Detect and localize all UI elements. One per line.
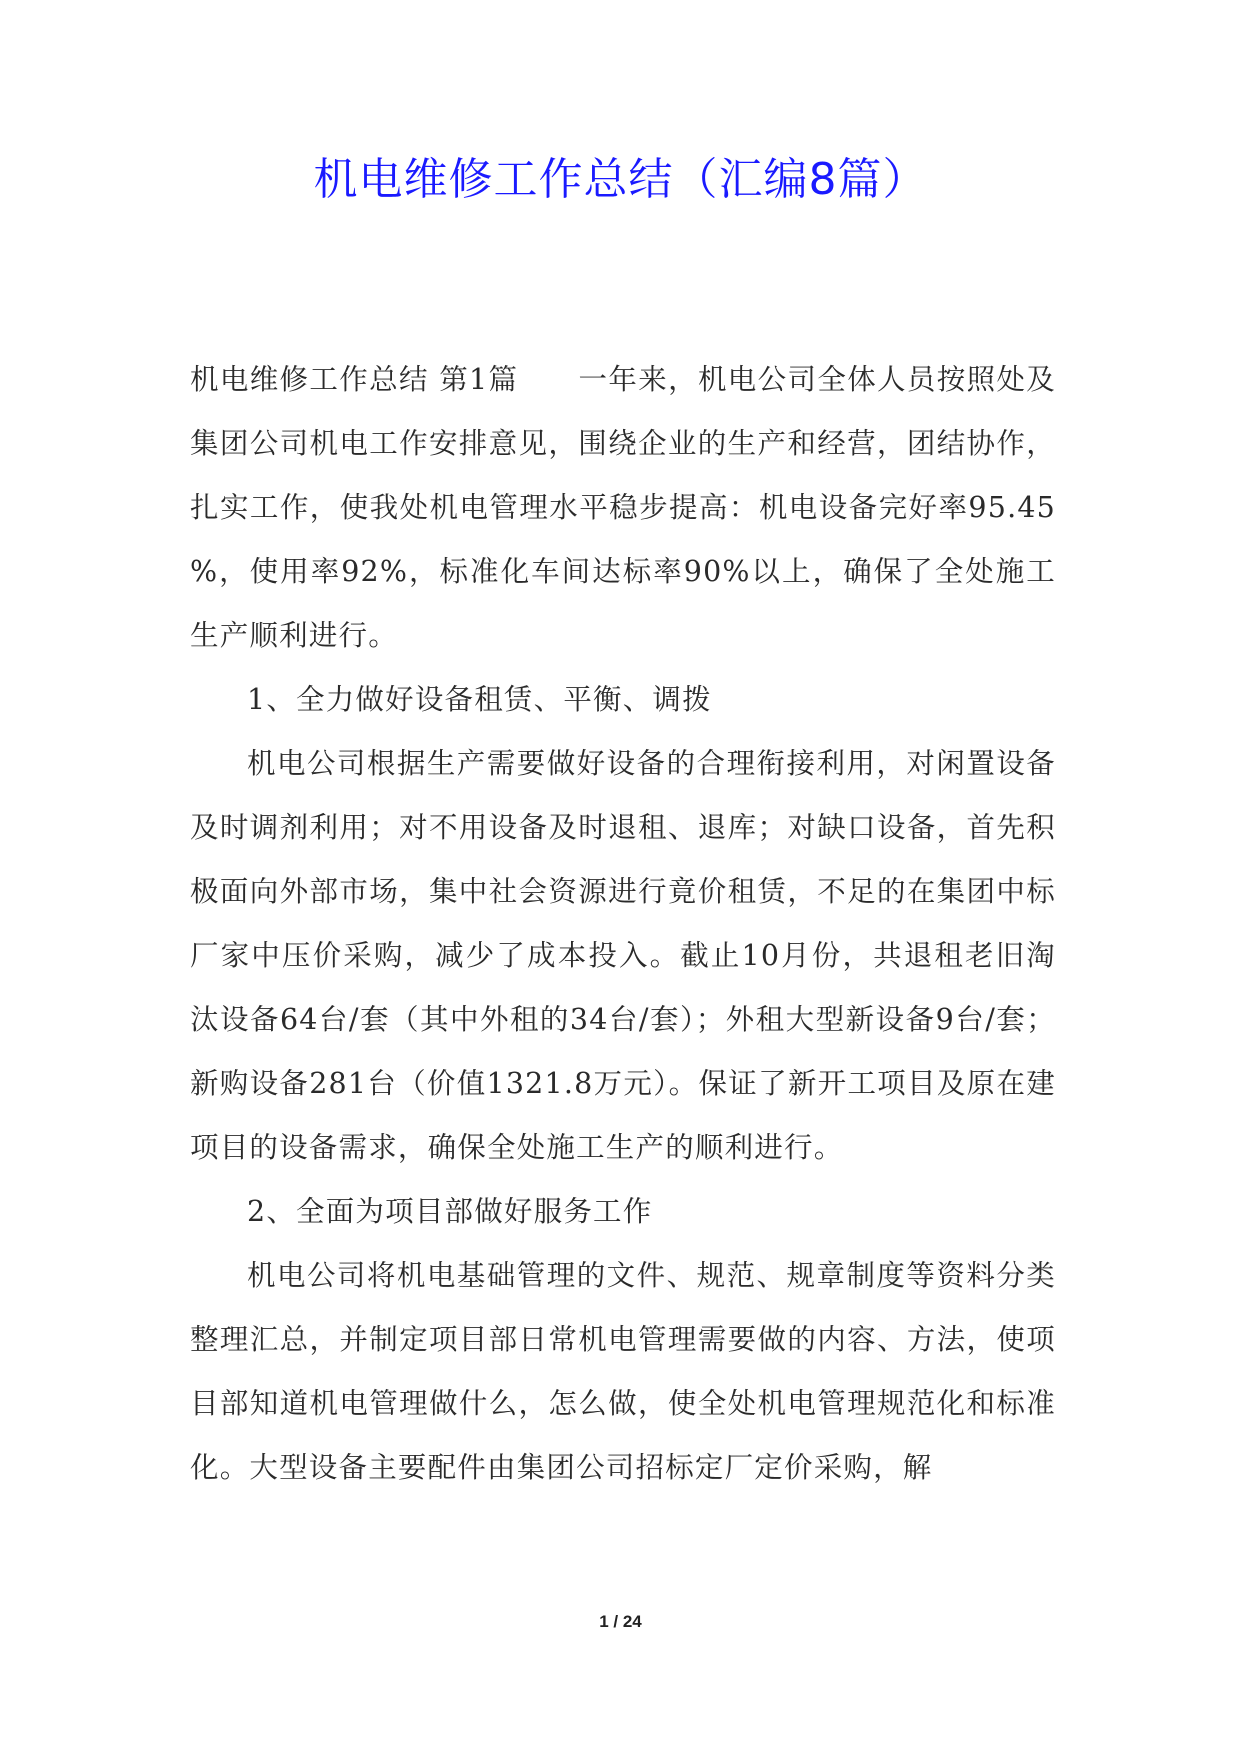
intro-paragraph [190, 348, 1056, 668]
section-1-heading: 1、全力做好设备租赁、平衡、调拨 [247, 683, 712, 716]
section-1-body: 机电公司根据生产需要做好设备的合理衔接利用，对闲置设备及时调剂利用；对不用设备及时退租、退库；对缺口设备，首先积极面向外部市场，集中社会资源进行竟价租赁，不足的在集团中标厂家中压价采购，减少了成本投入。截止10月份，共退租老旧淘汰设备64台/套（其中外租的34台/套）；外租大型新设备9台/套；新购设备281台（价值1321.8万元）。保证了新开工项目及原在建项目的设备需求，确保全处施工生产的顺利进行。 [190, 747, 1056, 1164]
section-2-body: 机电公司将机电基础管理的文件、规范、规章制度等资料分类整理汇总，并制定项目部日常机电管理需要做的内容、方法，使项目部知道机电管理做什么，怎么做，使全处机电管理规范化和标准化。大型设备主要配件由集团公司招标定厂定价采购，解 [190, 1259, 1056, 1484]
section-2-heading: 2、全面为项目部做好服务工作 [247, 1195, 653, 1228]
intro-text: 一年来，机电公司全体人员按照处及集团公司机电工作安排意见，围绕企业的生产和经营，团结协作，扎实工作，使我处机电管理水平稳步提高：机电设备完好率95.45 %，使用率92%，标准化车间达标率90%以上，确保了全处施工生产顺利进行。 [190, 363, 1057, 652]
document-body [190, 348, 1056, 1500]
document-title: 机电维修工作总结（汇编8篇） [313, 154, 928, 205]
page-number: 1 / 24 [599, 1612, 642, 1631]
intro-heading: 机电维修工作总结 第1篇 [190, 363, 519, 396]
